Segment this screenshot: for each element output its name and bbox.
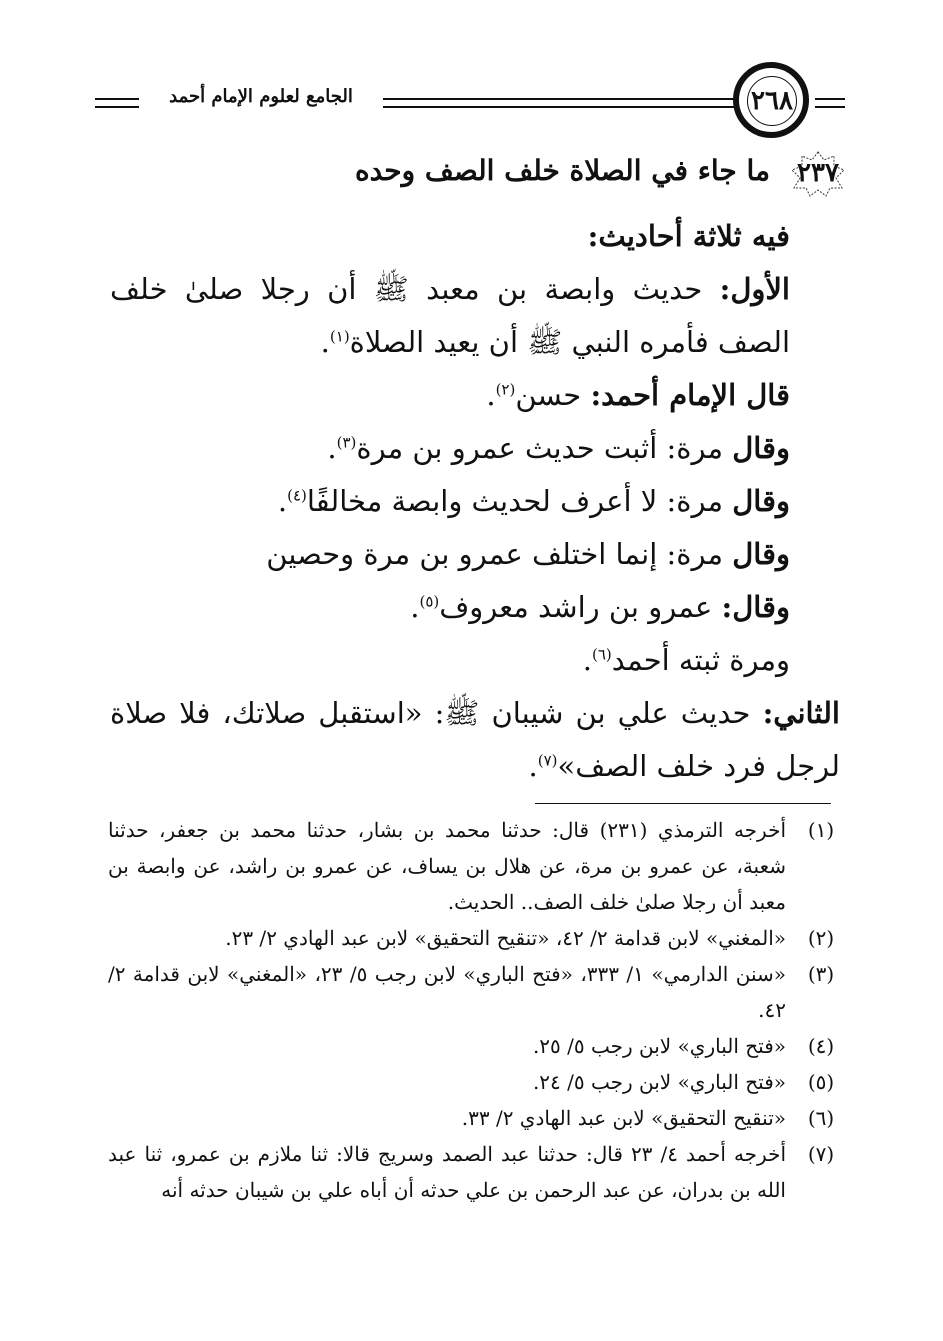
q3-text: مرة: لا أعرف لحديث وابصة مخالفًا xyxy=(306,484,733,518)
footnote-ref-6: (٦) xyxy=(591,645,612,664)
hadith-second xyxy=(110,687,840,793)
q4-label: وقال xyxy=(732,537,790,571)
section-title: ما جاء في الصلاة خلف الصف وحده xyxy=(354,154,770,187)
header-rule-right xyxy=(815,98,845,108)
section-number: ٢٣٧ xyxy=(797,158,839,188)
q5-label: وقال: xyxy=(721,590,790,624)
quote-5 xyxy=(110,581,840,634)
header-rule-left xyxy=(95,98,139,108)
footnote-item xyxy=(108,812,846,920)
footnote-number: (٥) xyxy=(807,1070,835,1094)
quote-1 xyxy=(110,369,840,422)
dot: . xyxy=(327,431,337,465)
page-number-badge xyxy=(733,62,809,138)
footnote-text: «سنن الدارمي» ١/ ٣٣٣، «فتح الباري» لابن رجب ٥/ ٢٣، «المغني» لابن قدامة ٢/ ٤٢. xyxy=(108,962,786,1022)
footnote-number: (٧) xyxy=(807,1142,835,1166)
footnote-ref-1: (١) xyxy=(329,327,350,346)
quote-4 xyxy=(110,528,840,581)
q4-text: مرة: إنما اختلف عمرو بن مرة وحصين xyxy=(266,537,733,571)
q2-label: وقال xyxy=(732,431,790,465)
q1-label: قال الإمام أحمد: xyxy=(590,378,790,412)
footnote-text: «المغني» لابن قدامة ٢/ ٤٢، «تنقيح التحقيق» لابن عبد الهادي ٢/ ٢٣. xyxy=(225,926,786,950)
footnote-number: (٦) xyxy=(807,1106,835,1130)
second-label: الثاني: xyxy=(762,696,840,730)
q2-text: مرة: أثبت حديث عمرو بن مرة xyxy=(356,431,733,465)
footnote-text: «فتح الباري» لابن رجب ٥/ ٢٤. xyxy=(532,1070,786,1094)
footnote-item xyxy=(108,1136,846,1208)
footnote-number: (٤) xyxy=(807,1034,835,1058)
footnote-ref-3: (٣) xyxy=(336,433,357,452)
footnote-item xyxy=(108,1064,846,1100)
section-heading xyxy=(260,150,850,200)
quote-6 xyxy=(110,634,840,687)
hadith-first xyxy=(110,263,840,369)
footnote-separator xyxy=(535,803,831,804)
dot: . xyxy=(410,590,420,624)
footnotes xyxy=(108,812,846,1208)
footnote-item xyxy=(108,1028,846,1064)
intro-line: فيه ثلاثة أحاديث: xyxy=(587,219,790,253)
page-number: ٢٦٨ xyxy=(747,76,797,126)
first-text: حديث وابصة بن معبد ﷺ أن رجلا صلىٰ خلف الصف فأمره النبي ﷺ أن يعيد الصلاة xyxy=(110,272,790,359)
footnote-item xyxy=(108,1100,846,1136)
q1-text: حسن xyxy=(515,378,591,412)
dot: . xyxy=(277,484,288,518)
dot: . xyxy=(320,325,330,359)
second-text: حديث علي بن شيبان ﷺ: «استقبل صلاتك، فلا صلاة لرجل فرد خلف الصف» xyxy=(110,696,840,783)
footnote-text: أخرجه الترمذي (٢٣١) قال: حدثنا محمد بن بشار، حدثنا محمد بن جعفر، حدثنا شعبة، عن عمرو بن مرة، عن هلال بن يساف، عن عمرو بن راشد، عن وابصة بن معبد أن رجلا صلىٰ خلف الصف.. الحديث. xyxy=(108,818,787,914)
dot: . xyxy=(528,749,538,783)
page-header xyxy=(95,62,845,142)
footnote-item xyxy=(108,956,846,1028)
first-label: الأول: xyxy=(719,272,790,306)
footnote-number: (٣) xyxy=(807,962,835,986)
q3-label: وقال xyxy=(732,484,790,518)
q6-text: ومرة ثبته أحمد xyxy=(611,643,790,677)
footnote-ref-7: (٧) xyxy=(537,751,558,770)
header-rule-middle xyxy=(383,98,765,108)
footnote-number: (١) xyxy=(807,818,835,842)
book-title: الجامع لعلوم الإمام أحمد xyxy=(169,86,353,107)
quote-3 xyxy=(110,475,840,528)
footnote-number: (٢) xyxy=(807,926,835,950)
q5-text: عمرو بن راشد معروف xyxy=(439,590,722,624)
main-text xyxy=(110,210,840,793)
footnote-ref-4: (٤) xyxy=(287,486,307,505)
footnote-text: أخرجه أحمد ٤/ ٢٣ قال: حدثنا عبد الصمد وسريج قالا: ثنا ملازم بن عمرو، ثنا عبد الله بن بدران، عن عبد الرحمن بن علي حدثه أن أباه علي بن شيبان حدثه أنه xyxy=(108,1142,786,1202)
footnote-ref-5: (٥) xyxy=(419,592,440,611)
footnote-item xyxy=(108,920,846,956)
footnote-ref-2: (٢) xyxy=(495,380,516,399)
dot: . xyxy=(582,643,592,677)
dot: . xyxy=(486,378,496,412)
footnote-text: «تنقيح التحقيق» لابن عبد الهادي ٢/ ٣٣. xyxy=(461,1106,786,1130)
quote-2 xyxy=(110,422,840,475)
footnote-text: «فتح الباري» لابن رجب ٥/ ٢٥. xyxy=(532,1034,786,1058)
